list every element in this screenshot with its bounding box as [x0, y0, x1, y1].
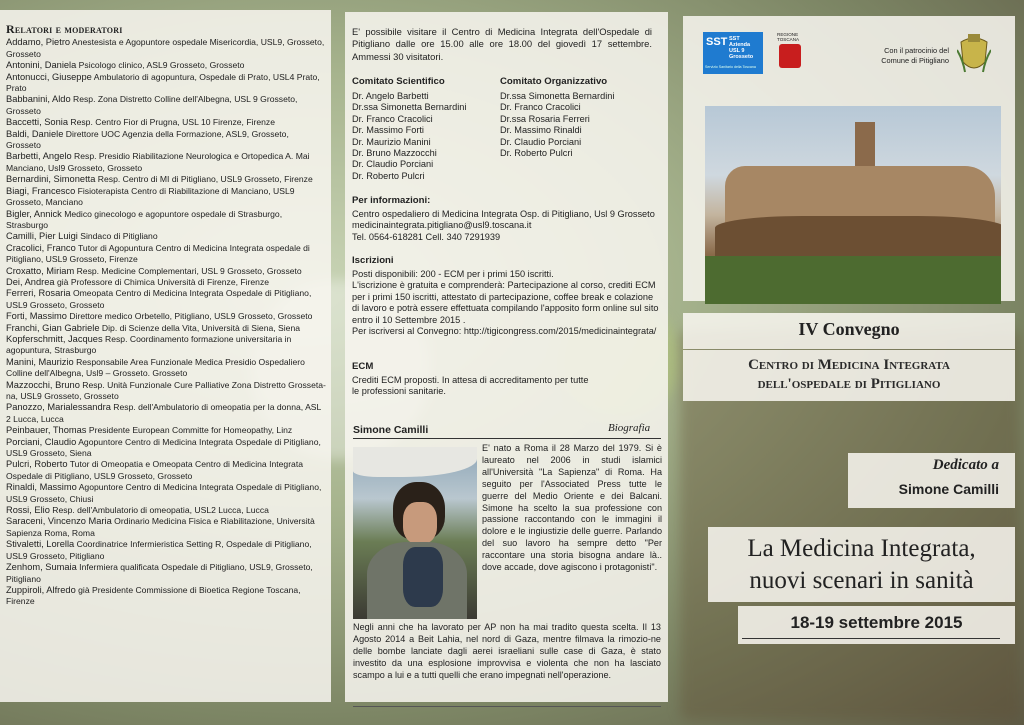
speaker-name: Dei, Andrea — [6, 276, 55, 287]
coat-of-arms-icon — [957, 32, 991, 76]
registration-title: Iscrizioni — [352, 255, 394, 266]
speaker-name: Stivaletti, Lorella — [6, 539, 75, 550]
info-item: Tel. 0564-618281 Cell. 340 7291939 — [352, 231, 501, 242]
speaker-name: Mazzocchi, Bruno — [6, 379, 80, 390]
speaker-name: Baccetti, Sonia — [6, 117, 69, 128]
scientific-committee-list — [352, 91, 502, 182]
centro-title-line2: dell'ospedale di Pitigliano — [757, 376, 941, 392]
org-item: Dr. Roberto Pulcri — [500, 148, 573, 159]
org-item: Dr.ssa Rosaria Ferreri — [500, 113, 590, 124]
speaker-role: Resp. Medicine Complementari, USL 9 Grosseto, Grosseto — [74, 265, 302, 276]
info-title: Per informazioni: — [352, 195, 431, 206]
speaker-name: Biagi, Francesco — [6, 185, 76, 196]
speaker-role: Resp. Presidio Riabilitazione Neurologica e Ortopedica A. Mai Manciano, Usl9 Grosseto, Grosseto — [6, 151, 310, 173]
bio-full-text: Negli anni che ha lavorato per AP non ha mai tradito questa scelta. Il 13 Agosto 2014 a Beit Lahia, nel nord di Gaza, mentre filmava la rimozio-ne delle bombe lanciate dagli aerei israeliani sulle case di Gaza, è stato investito da una esplosione improvvisa e violenta che non ha lasciato scampo a lui e a tutti quelli che erano impegnati nell'operazione. — [353, 622, 661, 680]
speaker-entry — [6, 505, 326, 516]
speaker-role: Resp. dell'Ambulatorio di omeopatia, USL2 Lucca, Lucca — [49, 505, 269, 516]
speaker-entry — [6, 174, 326, 185]
speaker-entry — [6, 277, 326, 288]
iscr-item: L'iscrizione è gratuita e comprenderà: Partecipazione al corso, crediti ECM per i primi 150 iscritti, attestato di partecipazione, coffee break e colazione di lavoro e potrà essere effettuata compilando l'apposito form online sul sito entro il 10 Settembre 2015 . — [352, 280, 659, 325]
visit-text: E' possibile visitare il Centro di Medicina Integrata dell'Ospedale di Pitigliano dalle ore 15.00 alle ore 18.00 del giovedì 17 settembre. Ammessi 30 visitatori. — [352, 26, 652, 62]
speaker-entry — [6, 323, 326, 334]
speaker-name: Bernardini, Simonetta — [6, 174, 96, 185]
main-title-line2: nuovi scenari in sanità — [749, 567, 974, 594]
dedication-strip — [848, 453, 1015, 508]
speaker-entry — [6, 243, 326, 266]
cover-top-panel — [683, 16, 1015, 301]
speaker-name: Rinaldi, Massimo — [6, 482, 77, 493]
org-item: Dr. Massimo Rinaldi — [500, 125, 582, 136]
asl-logo-text: SST Azienda USL 9 Grosseto — [729, 36, 754, 60]
speaker-name: Antonucci, Giuseppe — [6, 71, 92, 82]
speaker-entry — [6, 380, 326, 403]
speaker-role: Direttore UOC Agenzia della Formazione, ASL9, Grosseto, Grosseto — [6, 128, 289, 151]
speaker-role: Resp. Coordinamento formazione universitaria in agopuntura, Strasburgo — [6, 333, 292, 356]
speaker-role: Ordinario Medicina Fisica e Riabilitazione, Università Sapienza Roma, Roma — [6, 516, 315, 538]
org-item: Dr. Claudio Porciani — [500, 136, 582, 147]
speaker-entry — [6, 357, 326, 380]
centro-title — [683, 356, 1015, 394]
speaker-role: Resp. dell'Ambulatorio di omeopatia per la donna, ASL 2 Lucca, Lucca — [6, 402, 321, 424]
speaker-role: Sindaco di Pitigliano — [77, 231, 158, 242]
speaker-entry — [6, 72, 326, 95]
speaker-name: Addamo, Pietro — [6, 37, 71, 48]
speaker-role: già Presidente Commissione di Bioetica Regione Toscana, Firenze — [6, 584, 301, 607]
speaker-entry — [6, 437, 326, 460]
asl-logo-subtext: Servizio Sanitario della Toscana — [705, 65, 756, 69]
org-item: Dr.ssa Simonetta Bernardini — [500, 91, 615, 101]
patronage-text: Con il patrocinio del Comune di Pitigliano — [881, 46, 949, 65]
speaker-entry — [6, 94, 326, 117]
speaker-entry — [6, 129, 326, 152]
speaker-entry — [6, 334, 326, 357]
convegno-strip — [683, 313, 1015, 349]
speaker-name: Zuppiroli, Alfredo — [6, 584, 76, 595]
portrait-photo — [353, 447, 477, 619]
speaker-entry — [6, 539, 326, 562]
sci-item: Dr. Franco Cracolici — [352, 113, 433, 124]
main-title-strip — [708, 527, 1015, 602]
speaker-role: Ambulatorio di agopuntura, Ospedale di Prato, USL4 Prato, Prato — [6, 71, 320, 94]
speaker-entry — [6, 209, 326, 232]
speaker-role: Fisioterapista Centro di Riabilitazione di Manciano, USL9 Grosseto, Manciano — [6, 185, 295, 208]
bio-divider — [353, 438, 661, 439]
org-item: Dr. Franco Cracolici — [500, 102, 581, 113]
centro-strip — [683, 350, 1015, 401]
speaker-entry — [6, 117, 326, 128]
date-strip — [738, 606, 1015, 644]
speaker-entry — [6, 516, 326, 539]
speaker-entry — [6, 37, 326, 60]
speaker-role: Omeopata Centro di Medicina Integrata Ospedale di Pitigliano, USL9 Grosseto, Grosseto — [6, 288, 312, 310]
speaker-entry — [6, 266, 326, 277]
speaker-role: Resp. Zona Distretto Colline dell'Albegna, USL 9 Grosseto, Grosseto — [6, 94, 298, 116]
speaker-name: Panozzo, Marialessandra — [6, 402, 111, 413]
dedication-name: Simone Camilli — [898, 481, 999, 497]
bio-side-text: E' nato a Roma il 28 Marzo del 1979. Si è laureato nel 2006 in studi islamici all'Università "La Sapienza" di Roma. Ha seguito per l'Associated Press tutte le guerre del Medio Oriente e dei Balcani. Simone ha scelto la sua professione con passione raccontando con le immagini il dolore e le ingiustizie delle guerre. Parlando del suo lavoro ha sempre detto "Per raccontare una storia bisogna andare là.. dove accade, dove agiscono i protagonisti". — [482, 443, 662, 573]
speaker-role: Tutor di Omeopatia e Omeopata Centro di Medicina Integrata Ospedale di Pitigliano, USL9 Grosseto, Grosseto — [6, 459, 304, 481]
speaker-name: Antonini, Daniela — [6, 60, 77, 71]
speaker-role: Agopuntore Centro di Medicina Integrata Ospedale di Pitigliano, USL9 Grosseto, Siena — [6, 436, 321, 459]
speaker-role: Resp. Unità Funzionale Cure Palliative Zona Distretto Grosseta-na, USL9 Grosseto, Grosseto — [6, 379, 326, 401]
iscr-item: Posti disponibili: 200 - ECM per i primi 150 iscritti. — [352, 269, 554, 279]
speaker-name: Pulcri, Roberto — [6, 459, 68, 470]
speaker-role: Tutor di Agopuntura Centro di Medicina Integrata ospedale di Pitigliano, USL9 Grosseto, Firenze — [6, 242, 310, 265]
speaker-name: Porciani, Claudio — [6, 436, 77, 447]
speaker-role: Medico ginecologo e agopuntore ospedale di Strasburgo, Strasburgo — [6, 208, 283, 230]
region-logo — [777, 32, 817, 76]
ecm-title: ECM — [352, 361, 374, 372]
speakers-list — [6, 24, 326, 608]
speaker-role: Direttore medico Orbetello, Pitigliano, USL9 Grosseto, Grosseto — [66, 311, 313, 322]
speaker-name: Kopferschmitt, Jacques — [6, 333, 103, 344]
speaker-role: Agopuntore Centro di Medicina Integrata Ospedale di Pitigliano, USL9 Grosseto, Chiusi — [6, 482, 322, 504]
dedication-label: Dedicato a — [932, 457, 999, 473]
speaker-name: Zenhom, Sumaia — [6, 562, 77, 573]
speaker-entry — [6, 562, 326, 585]
sci-item: Dr. Claudio Porciani — [352, 159, 434, 170]
main-title — [708, 533, 1015, 597]
speaker-role: Psicologo clinico, ASL9 Grosseto, Grosseto — [76, 60, 245, 71]
speaker-role: Infermiera qualificata Ospedale di Pitigliano, USL9, Grosseto, Pitigliano — [6, 562, 313, 584]
speaker-role: Resp. Centro Fior di Prugna, USL 10 Firenze, Firenze — [68, 117, 275, 128]
convegno-number: IV Convegno — [798, 319, 900, 339]
speakers-panel — [0, 10, 331, 702]
speaker-role: Presidente European Committe for Homeopathy, Linz — [86, 425, 293, 436]
sci-item: Dr. Roberto Pulcri — [352, 170, 425, 181]
sci-item: Dr.ssa Simonetta Bernardini — [352, 102, 467, 113]
pitigliano-photo — [705, 106, 1001, 304]
pegasus-icon — [779, 44, 801, 68]
speaker-name: Bigler, Annick — [6, 208, 62, 219]
speaker-name: Babbanini, Aldo — [6, 94, 71, 105]
speaker-name: Saraceni, Vincenzo Maria — [6, 516, 112, 527]
speaker-entry — [6, 288, 326, 311]
speaker-name: Camilli, Pier Luigi — [6, 231, 78, 242]
speaker-entry — [6, 459, 326, 482]
speaker-entry — [6, 425, 326, 436]
speaker-name: Baldi, Daniele — [6, 128, 64, 139]
speaker-name: Forti, Massimo — [6, 311, 67, 322]
speakers-entries — [6, 37, 326, 607]
speaker-entry — [6, 60, 326, 71]
info-item: medicinaintegrata.pitigliano@usl9.toscana.it — [352, 220, 532, 231]
speakers-heading: Relatori e moderatori — [6, 22, 123, 36]
sci-item: Dr. Bruno Mazzocchi — [352, 148, 437, 159]
speaker-entry — [6, 402, 326, 425]
asl-logo-mark: SST — [706, 36, 728, 48]
speaker-name: Ferreri, Rosaria — [6, 288, 71, 299]
speaker-name: Franchi, Gian Gabriele — [6, 322, 100, 333]
sci-item: Dr. Maurizio Manini — [352, 136, 431, 147]
speaker-name: Barbetti, Angelo — [6, 151, 72, 162]
bio-bottom-divider — [353, 706, 661, 707]
organizing-committee-list — [500, 91, 660, 159]
speaker-name: Manini, Maurizio — [6, 356, 74, 367]
bio-label: Biografia — [608, 422, 651, 434]
info-lines — [352, 209, 662, 243]
registration-text — [352, 269, 662, 337]
speaker-entry — [6, 151, 326, 174]
speaker-name: Croxatto, Miriam — [6, 265, 75, 276]
speaker-name: Peinbauer, Thomas — [6, 425, 87, 436]
speaker-entry — [6, 482, 326, 505]
main-title-line1: La Medicina Integrata, — [747, 535, 976, 562]
speaker-name: Rossi, Elio — [6, 505, 50, 516]
speaker-role: Coordinatrice Infermieristica Setting R, Ospedale di Pitigliano, USL9 Grosseto, Pitigliano — [6, 539, 312, 561]
date-underline — [742, 638, 1000, 639]
scientific-committee-title: Comitato Scientifico — [352, 76, 445, 87]
speaker-entry — [6, 186, 326, 209]
asl-logo — [703, 32, 763, 74]
bio-name: Simone Camilli — [353, 424, 429, 436]
sci-item: Dr. Angelo Barbetti — [352, 91, 429, 101]
centro-title-line1: Centro di Medicina Integrata — [748, 357, 950, 373]
event-date: 18-19 settembre 2015 — [790, 613, 963, 632]
organizing-committee-title: Comitato Organizzativo — [500, 76, 608, 87]
speaker-role: Resp. Centro di MI di Pitigliano, USL9 Grosseto, Firenze — [95, 174, 313, 185]
speaker-role: già Professore di Chimica Università di Firenze, Firenze — [54, 276, 270, 287]
speaker-name: Cracolici, Franco — [6, 242, 76, 253]
speaker-entry — [6, 231, 326, 242]
region-logo-text: REGIONE TOSCANA — [777, 32, 800, 42]
iscr-item: Per iscriversi al Convegno: http://tigicongress.com/2015/medicinaintegrata/ — [352, 326, 657, 337]
speaker-role: Anestesista e Agopuntore ospedale Misericordia, USL9, Grosseto, Grosseto — [6, 37, 325, 59]
ecm-text: Crediti ECM proposti. In attesa di accreditamento per tutte le professioni sanitarie. — [352, 375, 589, 397]
speaker-entry — [6, 585, 326, 608]
info-panel — [345, 12, 668, 702]
sci-item: Dr. Massimo Forti — [352, 125, 424, 136]
speaker-entry — [6, 311, 326, 322]
speaker-role: Responsabile Area Funzionale Medica Presidio Ospedaliero Colline dell'Albegna, Usl9 – Grosseto. Grosseto — [6, 356, 305, 379]
speaker-role: Dip. di Scienze della Vita, Università di Siena, Siena — [99, 322, 301, 333]
info-item: Centro ospedaliero di Medicina Integrata Osp. di Pitigliano, Usl 9 Grosseto — [352, 209, 655, 219]
